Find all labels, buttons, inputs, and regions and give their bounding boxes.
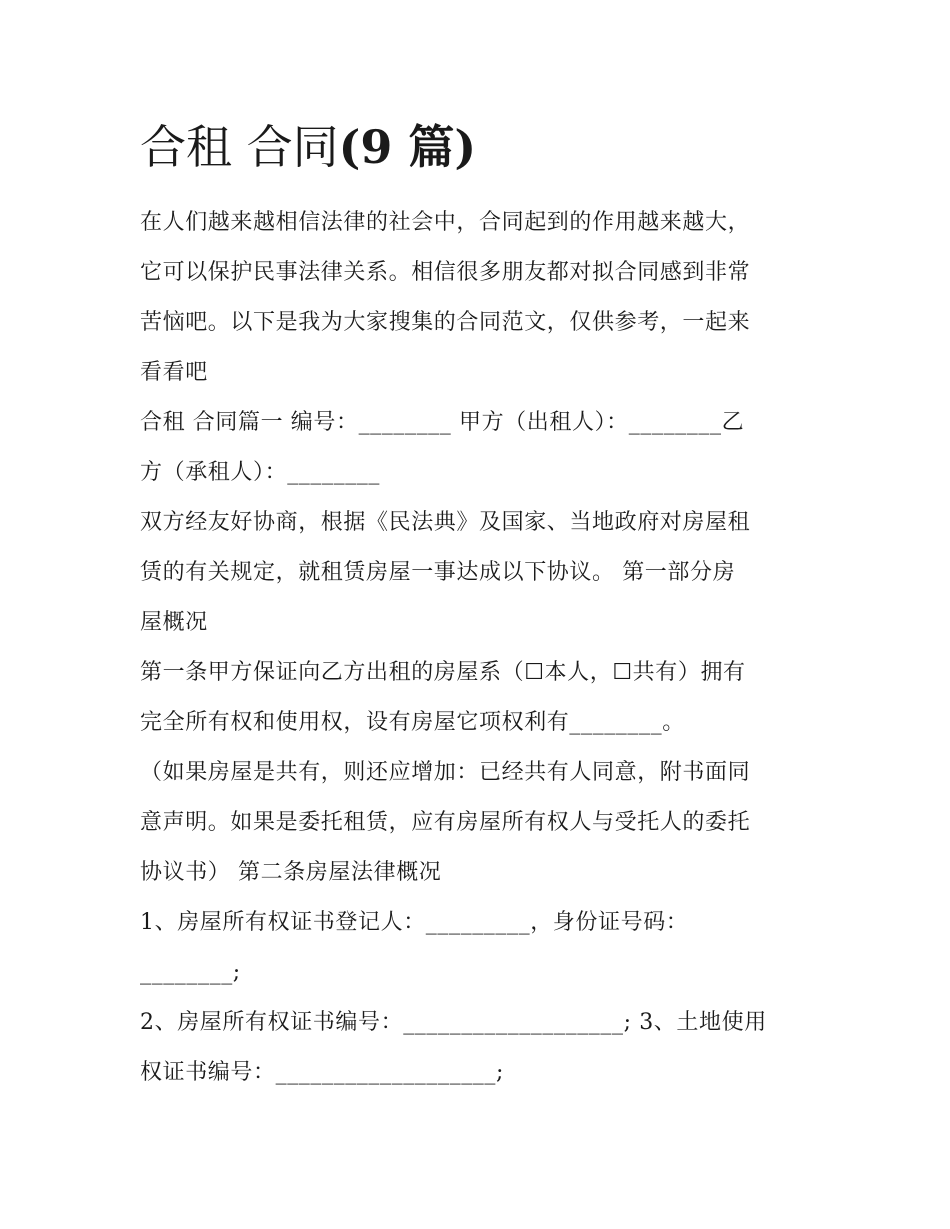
paragraph-line: 在人们越来越相信法律的社会中，合同起到的作用越来越大， bbox=[140, 210, 751, 235]
paragraph-line: 看看吧 bbox=[140, 360, 208, 385]
paragraph-line: 它可以保护民事法律关系。相信很多朋友都对拟合同感到非常 bbox=[140, 260, 751, 285]
paragraph-line: 协议书） 第二条房屋法律概况 bbox=[140, 860, 442, 885]
paragraph-line: 第一条甲方保证向乙方出租的房屋系（☐本人，☐共有）拥有 bbox=[140, 660, 746, 685]
shared-ownership-paragraph bbox=[140, 748, 820, 898]
paragraph-line: 1、房屋所有权证书登记人：_________，身份证号码： bbox=[140, 910, 689, 935]
certificate-number-paragraph bbox=[140, 998, 820, 1098]
paragraph-line: ________; bbox=[140, 960, 241, 985]
paragraph-line: 双方经友好协商，根据《民法典》及国家、当地政府对房屋租 bbox=[140, 510, 751, 535]
document-title bbox=[140, 112, 820, 182]
paragraph-line: （如果房屋是共有，则还应增加：已经共有人同意，附书面同 bbox=[140, 760, 751, 785]
paragraph-line: 完全所有权和使用权，设有房屋它项权利有________。 bbox=[140, 710, 685, 735]
contract-header-paragraph bbox=[140, 398, 820, 498]
paragraph-line: 2、房屋所有权证书编号：___________________; 3、土地使用 bbox=[140, 1010, 767, 1035]
article-one-paragraph bbox=[140, 648, 820, 748]
title-main: 合租 合同 bbox=[140, 120, 339, 174]
paragraph-line: 方（承租人）：________ bbox=[140, 460, 381, 485]
paragraph-line: 赁的有关规定，就租赁房屋一事达成以下协议。 第一部分房 bbox=[140, 560, 736, 585]
document-body bbox=[140, 112, 820, 1098]
paragraph-line: 意声明。如果是委托租赁，应有房屋所有权人与受托人的委托 bbox=[140, 810, 751, 835]
paragraph-line: 权证书编号：___________________; bbox=[140, 1060, 505, 1085]
agreement-paragraph bbox=[140, 498, 820, 648]
title-count: (9 篇) bbox=[338, 120, 477, 174]
ownership-certificate-paragraph bbox=[140, 898, 820, 998]
paragraph-line: 合租 合同篇一 编号：________ 甲方（出租人）：________乙 bbox=[140, 410, 745, 435]
intro-paragraph bbox=[140, 198, 820, 398]
paragraph-line: 屋概况 bbox=[140, 610, 208, 635]
paragraph-line: 苦恼吧。以下是我为大家搜集的合同范文，仅供参考，一起来 bbox=[140, 310, 751, 335]
